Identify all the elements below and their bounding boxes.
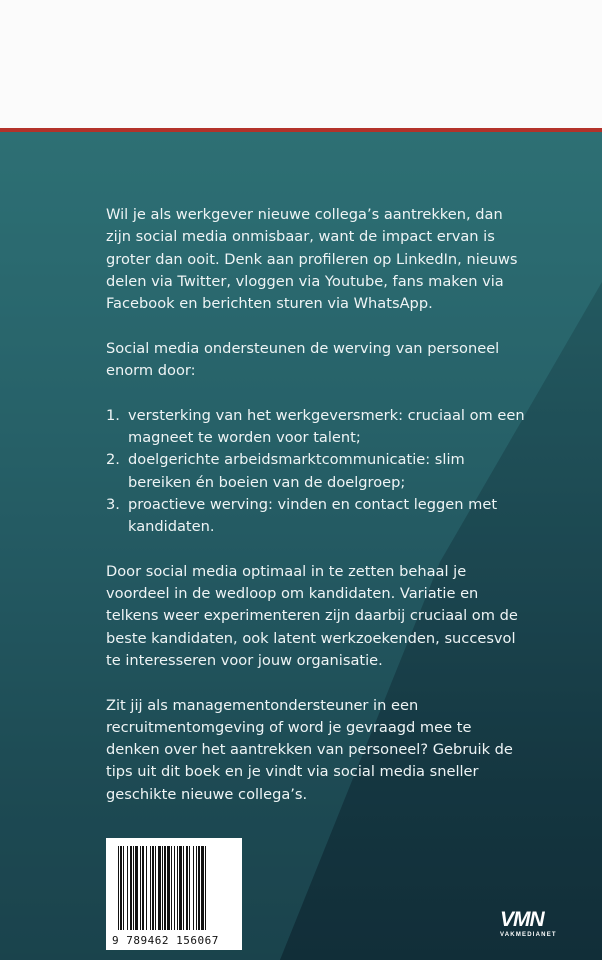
barcode-bar bbox=[205, 846, 206, 930]
list-item bbox=[106, 405, 526, 450]
top-margin bbox=[0, 0, 602, 128]
barcode-bar bbox=[201, 846, 204, 930]
barcode-bar bbox=[140, 846, 141, 930]
list-item bbox=[106, 494, 526, 539]
barcode-bar bbox=[142, 846, 144, 930]
barcode-bar bbox=[183, 846, 184, 930]
barcode-bar bbox=[127, 846, 128, 930]
barcode-digits: 9 789462 156067 bbox=[112, 934, 219, 947]
list-number: 3. bbox=[106, 495, 120, 513]
barcode-bar bbox=[167, 846, 170, 930]
list-item bbox=[106, 449, 526, 494]
list-number: 2. bbox=[106, 451, 120, 469]
list-text: doelgerichte arbeidsmarktcommunicatie: slim bereiken én boeien van de doelgroep; bbox=[128, 451, 465, 491]
advantage-paragraph: Door social media optimaal in te zetten behaal je voordeel in de wedloop om kandidaten. Variatie en telkens weer experimenteren zijn daarbij cruciaal om de beste kandidaten, ook latent werkzoekenden, succesvol te interesseren voor jouw organisatie. bbox=[106, 562, 518, 669]
list-number: 1. bbox=[106, 406, 120, 424]
cover-panel bbox=[0, 132, 602, 960]
list-text: proactieve werving: vinden en contact leggen met kandidaten. bbox=[128, 495, 498, 536]
barcode-bar bbox=[152, 846, 154, 930]
list-text: versterking van het werkgeversmerk: cruciaal om een magneet te worden voor talent; bbox=[128, 406, 525, 446]
barcode-bar bbox=[133, 846, 134, 930]
barcode-bar bbox=[198, 846, 200, 930]
isbn-barcode bbox=[106, 838, 242, 950]
barcode-bar bbox=[150, 846, 151, 930]
barcode-bar bbox=[193, 846, 194, 930]
logo-subtitle: VAKMEDIANET bbox=[500, 932, 557, 938]
lead-paragraph: Social media ondersteunen de werving van personeel enorm door: bbox=[106, 339, 500, 380]
barcode-bar bbox=[130, 846, 132, 930]
intro-paragraph: Wil je als werkgever nieuwe collega’s aantrekken, dan zijn social media onmisbaar, want de impact ervan is groter dan ooit. Denk aan profileren op LinkedIn, nieuws delen via Twitter, vloggen via Youtube, fans maken via Facebook en berichten sturen via WhatsApp. bbox=[106, 206, 518, 313]
barcode-bar bbox=[196, 846, 197, 930]
barcode-bars bbox=[106, 838, 242, 934]
barcode-bar bbox=[123, 846, 124, 930]
barcode-bar bbox=[177, 846, 178, 930]
barcode-bar bbox=[174, 846, 175, 930]
barcode-bar bbox=[189, 846, 190, 930]
barcode-bar bbox=[179, 846, 182, 930]
logo-mark: VMN bbox=[500, 908, 544, 931]
closing-paragraph: Zit jij als managementondersteuner in een recruitmentomgeving of word je gevraagd mee te denken over het aantrekken van personeel? Gebruik de tips uit dit boek en je vindt via social media sneller geschikte nieuwe collega’s. bbox=[106, 696, 513, 803]
barcode-bar bbox=[186, 846, 188, 930]
barcode-bar bbox=[135, 846, 138, 930]
blurb-text bbox=[106, 204, 526, 828]
barcode-bar bbox=[164, 846, 166, 930]
benefit-list bbox=[106, 405, 526, 539]
barcode-bar bbox=[120, 846, 122, 930]
barcode-bar bbox=[162, 846, 163, 930]
barcode-bar bbox=[118, 846, 119, 930]
barcode-bar bbox=[171, 846, 172, 930]
publisher-logo bbox=[500, 910, 572, 938]
barcode-bar bbox=[155, 846, 156, 930]
barcode-bar bbox=[158, 846, 161, 930]
barcode-bar bbox=[146, 846, 147, 930]
